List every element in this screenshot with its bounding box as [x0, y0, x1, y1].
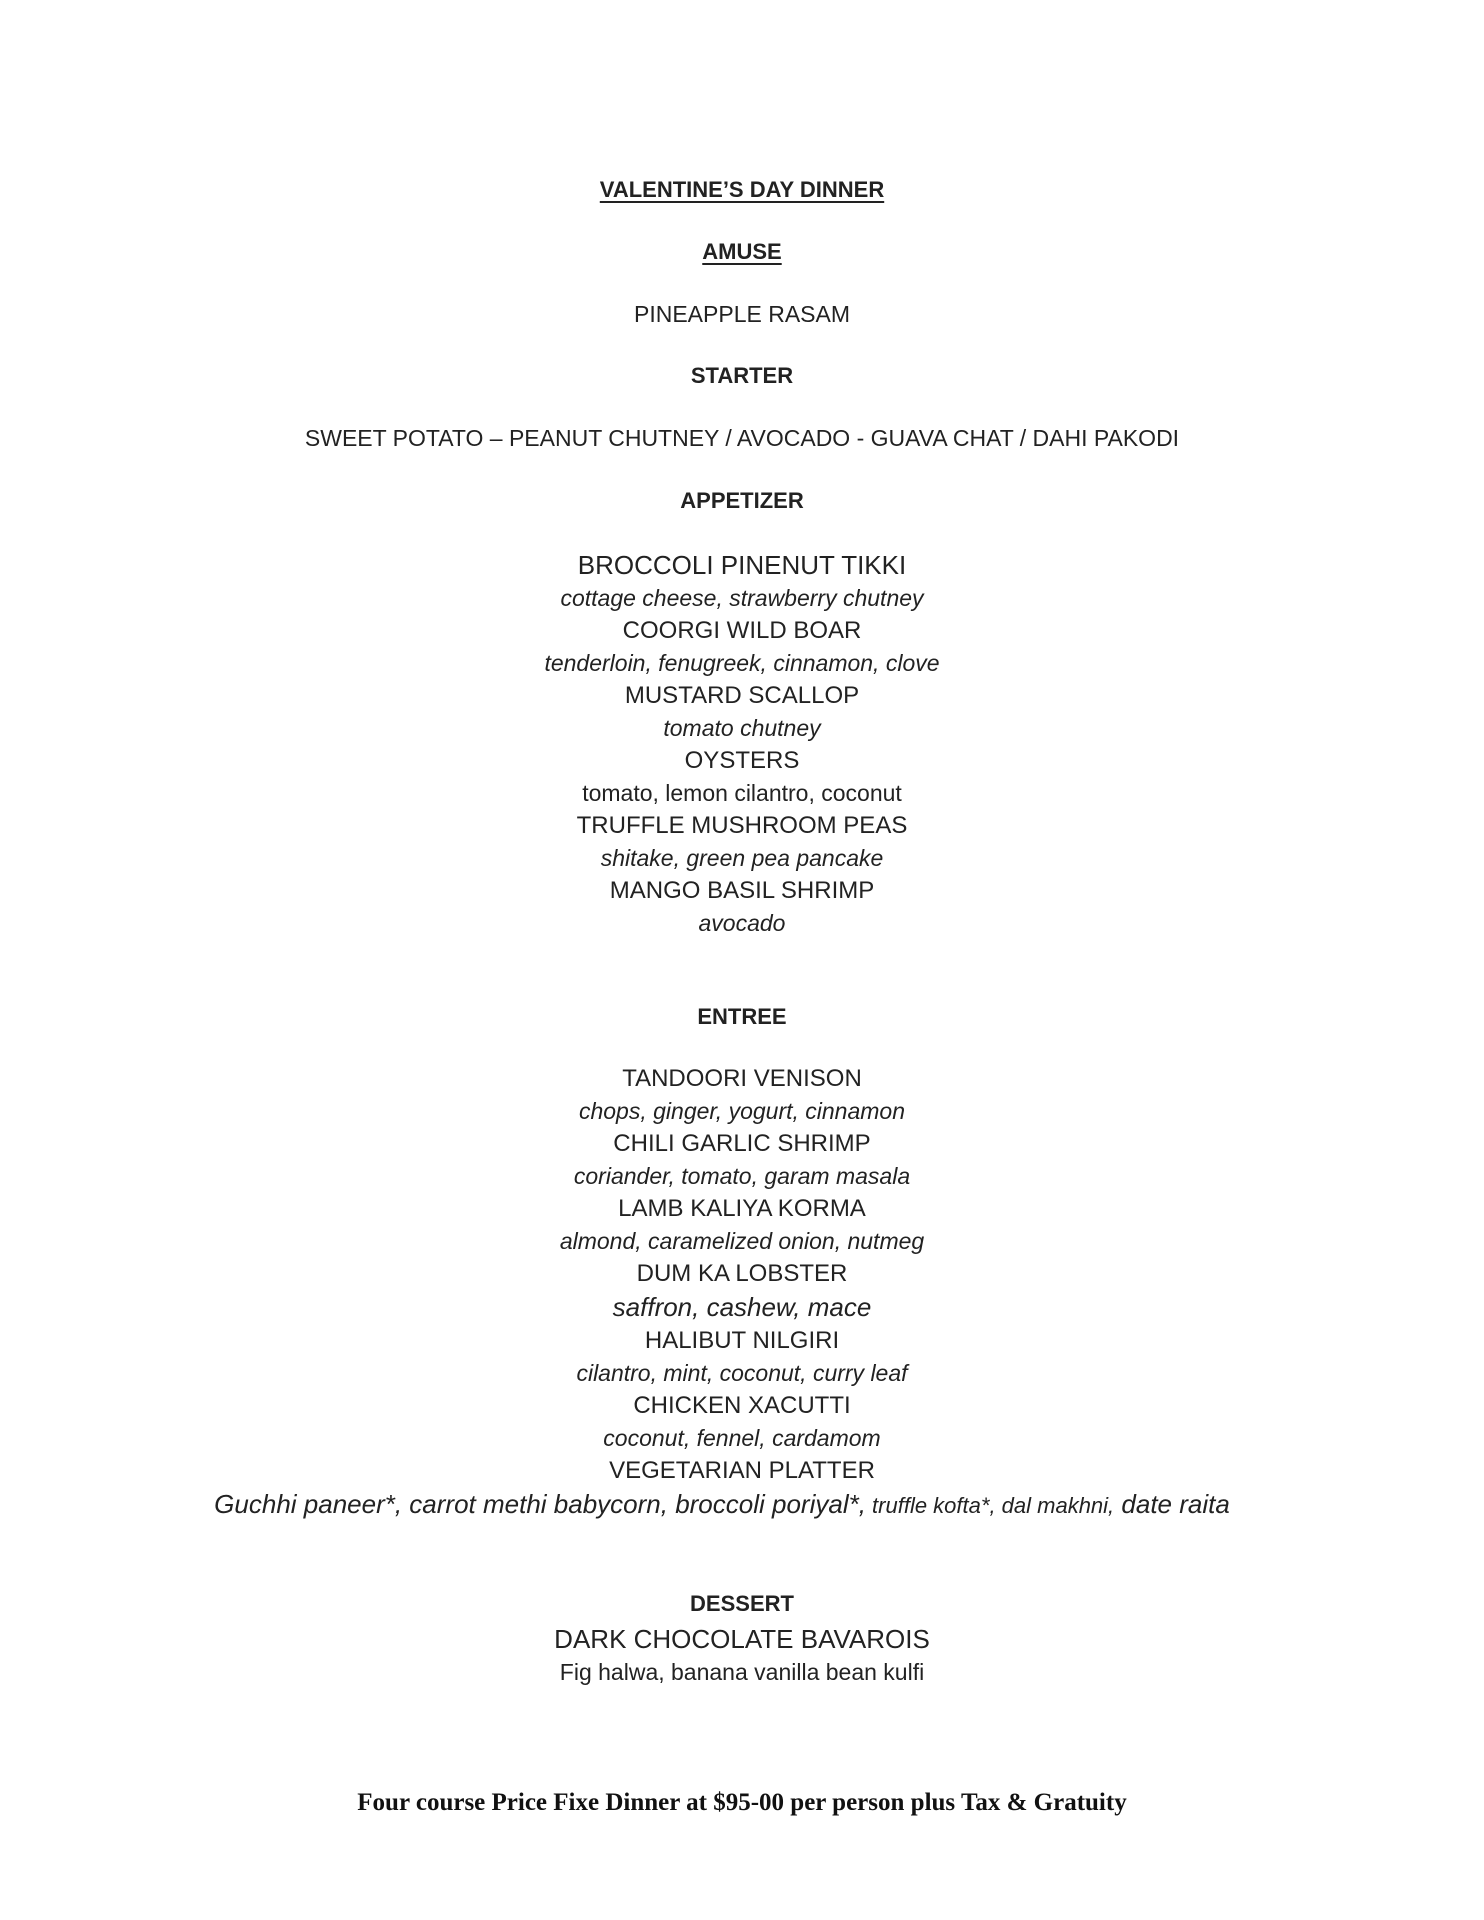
starter-heading: STARTER	[690, 363, 794, 388]
entree-item-desc: almond, caramelized onion, nutmeg	[559, 1228, 925, 1254]
appetizer-item-name: OYSTERS	[684, 747, 800, 774]
appetizer-item-desc: avocado	[698, 910, 786, 936]
dessert-item-name: DARK CHOCOLATE BAVAROIS	[554, 1624, 930, 1654]
entree-item-desc: coriander, tomato, garam masala	[573, 1163, 911, 1189]
vegetarian-desc-part: Guchhi paneer*, carrot methi babycorn, broccoli poriyal*,	[214, 1489, 866, 1519]
starter-item: SWEET POTATO – PEANUT CHUTNEY / AVOCADO - GUAVA CHAT / DAHI PAKODI	[304, 425, 1180, 451]
entree-item-name: CHILI GARLIC SHRIMP	[613, 1130, 871, 1157]
appetizer-heading: APPETIZER	[680, 488, 804, 513]
vegetarian-desc-part: truffle kofta*, dal makhni,	[865, 1493, 1115, 1518]
entree-item-name: CHICKEN XACUTTI	[633, 1392, 851, 1419]
appetizer-item-name: MUSTARD SCALLOP	[624, 682, 860, 709]
price-footer: Four course Price Fixe Dinner at $95-00 per person plus Tax & Gratuity	[357, 1789, 1127, 1816]
entree-item-desc: coconut, fennel, cardamom	[603, 1425, 881, 1451]
appetizer-item-desc: tenderloin, fenugreek, cinnamon, clove	[544, 650, 940, 676]
entree-item-desc: cilantro, mint, coconut, curry leaf	[576, 1360, 908, 1386]
vegetarian-desc-part: date raita	[1114, 1489, 1230, 1519]
amuse-item: PINEAPPLE RASAM	[633, 301, 851, 327]
entree-heading: ENTREE	[697, 1004, 787, 1029]
entree-item-name: DUM KA LOBSTER	[636, 1260, 848, 1287]
entree-item-name: LAMB KALIYA KORMA	[618, 1195, 866, 1222]
appetizer-item-desc: tomato, lemon cilantro, coconut	[582, 780, 902, 806]
entree-item-name: HALIBUT NILGIRI	[644, 1327, 840, 1354]
appetizer-item-name: MANGO BASIL SHRIMP	[609, 877, 875, 904]
amuse-heading: AMUSE	[702, 239, 782, 264]
entree-item-name: VEGETARIAN PLATTER	[609, 1457, 875, 1484]
appetizer-item-name: TRUFFLE MUSHROOM PEAS	[576, 812, 908, 839]
appetizer-item-desc: tomato chutney	[663, 715, 821, 741]
dessert-item-desc: Fig halwa, banana vanilla bean kulfi	[559, 1659, 925, 1685]
dessert-heading: DESSERT	[690, 1591, 794, 1616]
appetizer-item-name: BROCCOLI PINENUT TIKKI	[577, 550, 907, 580]
appetizer-item-desc: shitake, green pea pancake	[600, 845, 884, 871]
vegetarian-platter-desc	[0, 1491, 1464, 1517]
menu-title: VALENTINE’S DAY DINNER	[599, 177, 885, 202]
appetizer-item-name: COORGI WILD BOAR	[622, 617, 862, 644]
appetizer-item-desc: cottage cheese, strawberry chutney	[560, 585, 924, 611]
entree-item-name: TANDOORI VENISON	[622, 1065, 862, 1092]
entree-item-desc: chops, ginger, yogurt, cinnamon	[578, 1098, 906, 1124]
entree-item-desc: saffron, cashew, mace	[612, 1292, 872, 1322]
